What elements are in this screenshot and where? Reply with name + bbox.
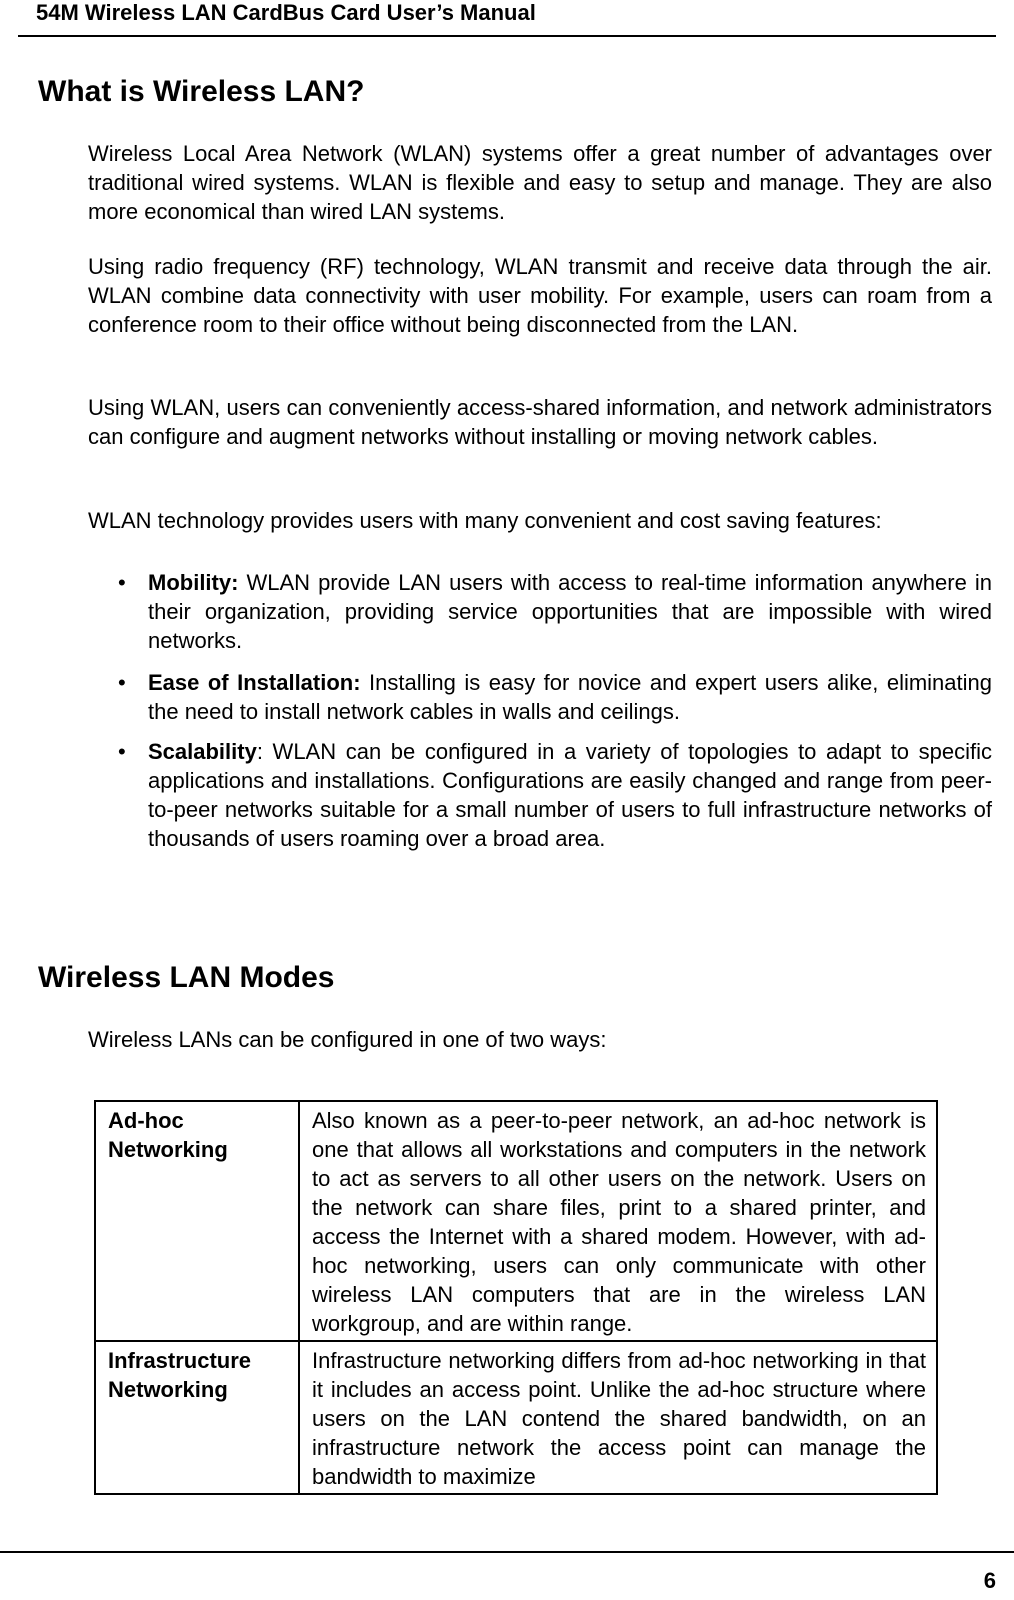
bullet-ease-of-installation (118, 668, 992, 726)
bullet-body: WLAN provide LAN users with access to real-time information anywhere in their organization, providing service opportunities that are impossible with wired networks. (148, 570, 992, 653)
term-line: Infrastructure (108, 1348, 252, 1373)
bullet-mobility (118, 568, 992, 655)
bullet-text (148, 568, 992, 655)
section-heading-wlan-modes: Wireless LAN Modes (38, 961, 335, 994)
table-row (95, 1101, 937, 1341)
bullet-text (148, 737, 992, 853)
table-cell-term (95, 1341, 299, 1494)
bullet-dot-icon: • (118, 670, 126, 695)
paragraph-3: Using WLAN, users can conveniently access-shared information, and network administrators can configure and augment networks without installing or moving network cables. (88, 395, 992, 449)
term-line: Networking (108, 1377, 228, 1402)
bullet-text (148, 668, 992, 726)
term-line: Networking (108, 1137, 228, 1162)
section-heading-what-is-wlan: What is Wireless LAN? (38, 75, 365, 108)
bullet-term: Ease of Installation: (148, 670, 361, 695)
bullet-dot-icon: • (118, 570, 126, 595)
paragraph-4: WLAN technology provides users with many convenient and cost saving features: (88, 508, 882, 533)
modes-table (94, 1100, 938, 1495)
table-cell-term (95, 1101, 299, 1341)
paragraph-1: Wireless Local Area Network (WLAN) systems offer a great number of advantages over traditional wired systems. WLAN is flexible and easy to setup and manage. They are also more economical than wired LAN systems. (88, 141, 992, 224)
bullet-body: : WLAN can be configured in a variety of topologies to adapt to specific applications and installations. Configurations are easily changed and range from peer-to-peer networks suitable for a small number of users to full infrastructure networks of thousands of users roaming over a broad area. (148, 739, 992, 851)
bullet-term: Mobility: (148, 570, 239, 595)
bullet-scalability (118, 737, 992, 853)
table-cell-description: Also known as a peer-to-peer network, an ad-hoc network is one that allows all workstations and computers in the network to act as servers to all other users on the network. Users on the network can share files, print to a shared printer, and access the Internet with a shared modem. However, with ad-hoc networking, users can only communicate with other wireless LAN computers that are in the wireless LAN workgroup, and are within range. (299, 1101, 937, 1341)
paragraph-2: Using radio frequency (RF) technology, WLAN transmit and receive data through the air. WLAN combine data connectivity with user mobility. For example, users can roam from a conference room to their office without being disconnected from the LAN. (88, 254, 992, 337)
footer-rule (0, 1551, 1014, 1553)
bullet-body: Installing is easy for novice and expert users alike, eliminating the need to install network cables in walls and ceilings. (148, 670, 992, 724)
table-row (95, 1341, 937, 1494)
table-cell-description: Infrastructure networking differs from ad-hoc networking in that it includes an access point. Unlike the ad-hoc structure where users on the LAN contend the shared bandwidth, on an infrastructure network the access point can manage the bandwidth to maximize (299, 1341, 937, 1494)
bullet-dot-icon: • (118, 739, 126, 764)
running-header: 54M Wireless LAN CardBus Card User’s Manual (36, 0, 536, 25)
bullet-term: Scalability (148, 739, 257, 764)
term-line: Ad-hoc (108, 1108, 184, 1133)
header-rule (18, 35, 996, 37)
modes-intro: Wireless LANs can be configured in one of two ways: (88, 1027, 607, 1052)
page-number: 6 (983, 1568, 996, 1593)
